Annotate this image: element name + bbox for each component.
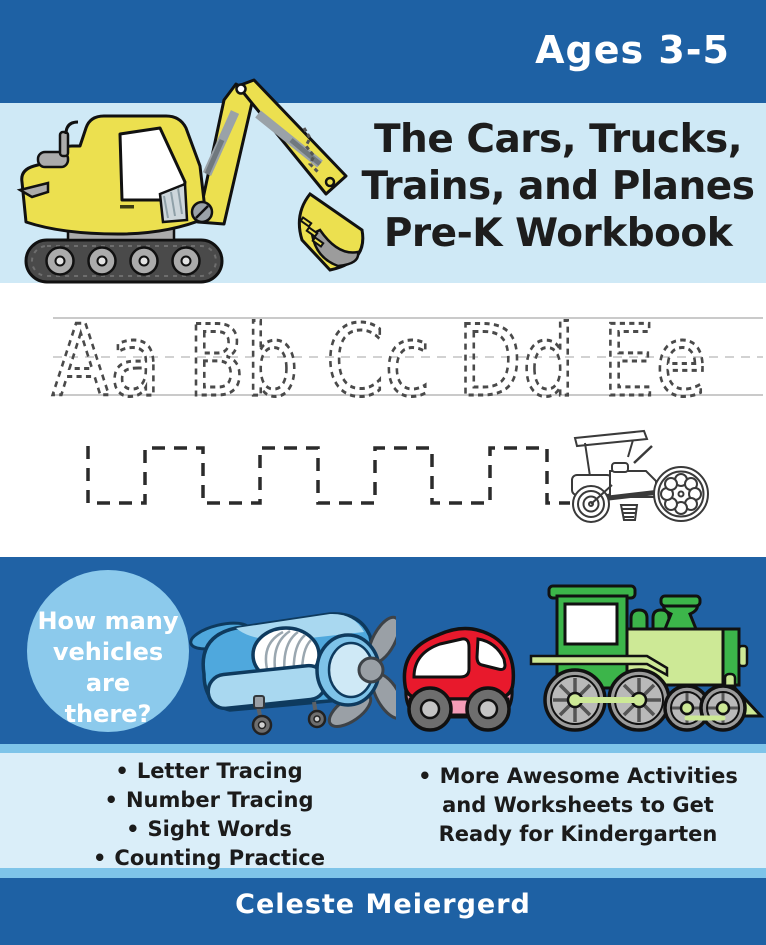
question-line-3: there?	[64, 700, 152, 728]
book-title	[352, 116, 764, 257]
feature-item: • More Awesome Activities	[418, 764, 738, 788]
feature-item: • Counting Practice	[92, 846, 325, 870]
airplane-icon	[188, 578, 396, 740]
features-list-right	[398, 762, 758, 849]
feature-item: • Letter Tracing	[115, 759, 303, 783]
title-line-1: The Cars, Trucks,	[373, 117, 743, 162]
excavator-icon	[8, 72, 370, 287]
question-line-1: How many	[37, 607, 179, 635]
train-icon	[527, 574, 765, 740]
tracing-practice-graphic	[0, 283, 766, 557]
feature-item-continued: and Worksheets to Get	[442, 793, 714, 817]
bullet-icon: •	[92, 846, 107, 870]
feature-item: • Sight Words	[126, 817, 292, 841]
feature-item-continued: Ready for Kindergarten	[438, 822, 718, 846]
bullet-icon: •	[126, 817, 140, 841]
bullet-icon: •	[418, 764, 432, 788]
divider-strip	[0, 744, 766, 753]
author-name: Celeste Meiergerd	[235, 889, 531, 920]
bullet-icon: •	[115, 759, 129, 783]
steam-roller-icon	[572, 431, 708, 522]
feature-item: • Number Tracing	[104, 788, 314, 812]
car-icon	[392, 607, 526, 737]
tracing-letters: Aa Bb Cc Dd Ee	[52, 305, 707, 419]
ages-badge: Ages 3-5	[535, 28, 730, 72]
square-wave-trace-path	[88, 446, 570, 503]
title-line-2: Trains, and Planes	[361, 164, 755, 209]
features-list-left	[26, 757, 392, 873]
question-circle	[27, 570, 189, 732]
bullet-icon: •	[104, 788, 118, 812]
title-line-3: Pre-K Workbook	[383, 211, 733, 256]
question-line-2: vehicles are	[52, 638, 164, 697]
